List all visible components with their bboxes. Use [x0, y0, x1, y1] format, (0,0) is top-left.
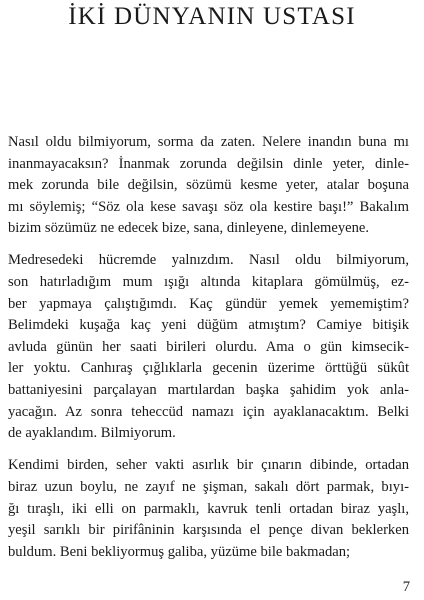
text-line: mı söylemiş; “Söz ola kese savaşı söz ola kestire başı!” Bakalım: [8, 198, 409, 215]
text-line: Belimdeki kuşağa kaç yeni düğüm atmıştım? Camiye bitişik: [8, 317, 409, 334]
page-number: 7: [402, 579, 410, 595]
text-line: son hatırladığım mum ışığı altında kitaplara gömülmüş, ez-: [8, 274, 409, 291]
running-head: İKİ DÜNYANIN USTASI: [68, 3, 356, 30]
text-line: avluda günün her saati birileri olurdu. Ama o gün kimsecik-: [8, 338, 409, 355]
text-line: ğı tıraşlı, iki elli on parmaklı, kavruk tenli ortadan biraz yaşlı,: [8, 500, 409, 517]
text-line: bizim sözümüz ne edecek bize, sana, dinleyene, dinlemeyene.: [8, 220, 370, 237]
text-line: Nasıl oldu bilmiyorum, sorma da zaten. Nelere inandın buna mı: [8, 134, 409, 150]
text-line: battaniyesini parçalayan martılardan başka şahidim yok anla-: [8, 382, 409, 399]
paragraph-3: [8, 455, 409, 563]
text-line: biraz uzun boylu, ne zayıf ne şişman, sakalı dört parmak, bıyı-: [8, 478, 409, 495]
text-line: Kendimi birden, seher vakti asırlık bir çınarın dibinde, ortadan: [8, 457, 409, 474]
text-line: yacağın. Az sonra teheccüd namazı için ayaklanacaktım. Belki: [8, 403, 409, 420]
text-line: ler yoktu. Canhıraş çığlıklarla gecenin üzerime örttüğü sükût: [8, 360, 409, 377]
body-text: [8, 132, 409, 574]
text-line: Medresedeki hücremde yalnızdım. Nasıl oldu bilmiyorum,: [8, 252, 409, 269]
text-line: yeşil sarıklı bir pirifâninin karşısında el pençe divan beklerken: [8, 522, 409, 539]
paragraph-2: [8, 250, 409, 444]
text-line: ber yapmaya çalıştığımdı. Kaç gündür yemek yememiştim?: [8, 295, 409, 312]
text-line: buldum. Beni bekliyormuş galiba, yüzüme bile bakmadan;: [8, 543, 351, 560]
text-line: inanmayacaksın? İnanmak zorunda değilsin dinle yeter, dinle-: [8, 155, 409, 172]
paragraph-1: [8, 132, 409, 240]
text-line: mek zorunda bile değilsin, sözümü kesme yeter, atalar boşuna: [8, 177, 409, 194]
text-line: de ayaklandım. Bilmiyorum.: [8, 425, 176, 442]
